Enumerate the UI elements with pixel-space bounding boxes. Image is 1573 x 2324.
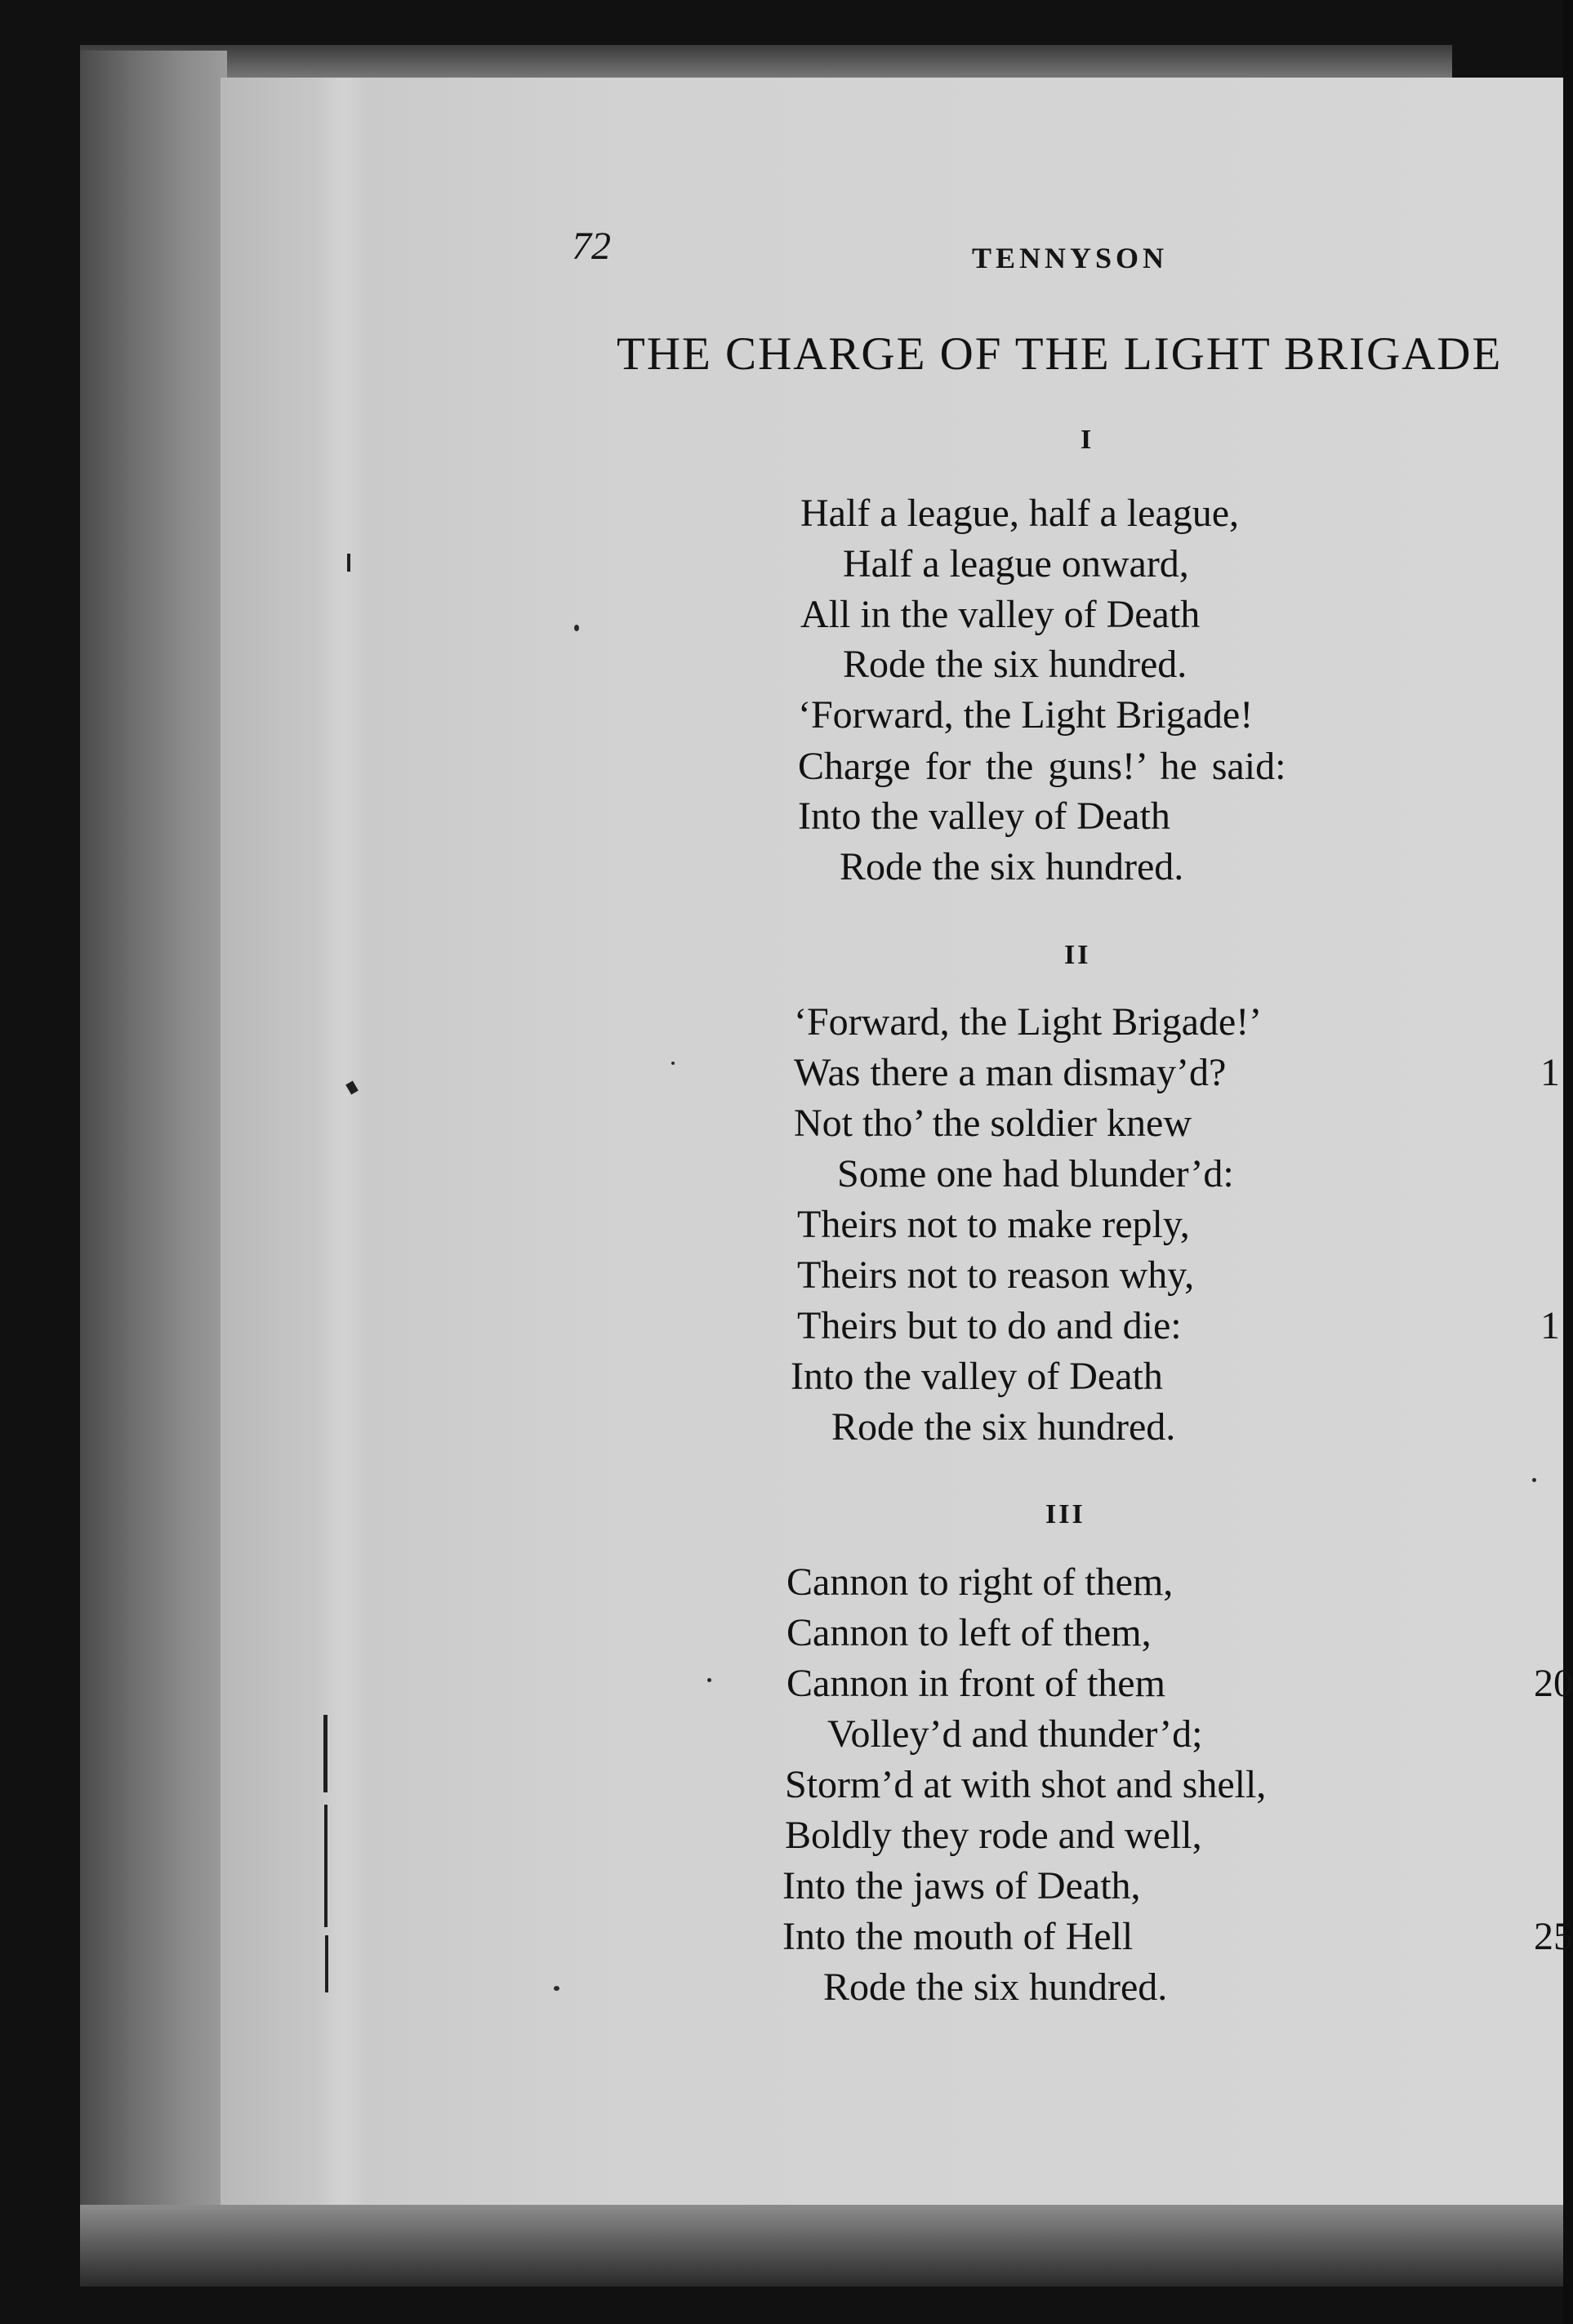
margin-speck [707,1678,711,1682]
margin-speck [574,625,579,631]
poem-line: Theirs not to reason why, [797,1253,1195,1297]
poem-line: Cannon in front of them [786,1662,1165,1705]
poem-line: ‘Forward, the Light Brigade! [798,693,1254,737]
poem-line: ‘Forward, the Light Brigade!’ [794,1000,1263,1044]
stanza-number: I [1081,425,1094,455]
poem-line: Not tho’ the soldier knew [794,1102,1192,1145]
poem-line: Storm’d at with shot and shell, [785,1763,1267,1806]
poem-line: Rode the six hundred. [831,1405,1176,1449]
poem-line: Into the valley of Death [791,1355,1163,1398]
book-left-edge [80,51,227,2255]
poem-line: Cannon to right of them, [786,1560,1174,1604]
line-number: 1 [1540,1051,1560,1094]
poem-line: Into the valley of Death [798,795,1170,838]
running-head-title: TENNYSON [972,242,1169,274]
poem-line: Into the jaws of Death, [782,1864,1141,1908]
poem-line: Rode the six hundred. [823,1966,1168,2009]
poem-line: Boldly they rode and well, [785,1814,1202,1857]
margin-speck [1532,1478,1536,1482]
poem-line: Theirs not to make reply, [797,1203,1190,1246]
margin-rule [324,1805,328,1927]
line-number: 20 [1534,1662,1573,1705]
margin-mark [347,554,350,572]
stanza-number: II [1064,940,1091,970]
poem-line: Theirs but to do and die: [797,1304,1182,1347]
book-bottom-edge [80,2205,1563,2286]
poem-line: Some one had blunder’d: [837,1152,1234,1195]
poem-line: Into the mouth of Hell [782,1915,1134,1958]
margin-speck [554,1986,559,1991]
poem-line: Volley’d and thunder’d; [827,1712,1203,1756]
poem-line: Was there a man dismay’d? [794,1051,1227,1094]
page-number: 72 [572,225,611,268]
poem-title: THE CHARGE OF THE LIGHT BRIGADE [617,328,1503,380]
stanza-number: III [1045,1499,1085,1529]
poem-line: Charge for the guns!’ he said: [798,745,1286,788]
poem-line: Rode the six hundred. [840,845,1184,888]
margin-rule [325,1935,328,1992]
poem-line: Rode the six hundred. [843,643,1188,686]
poem-line: Half a league onward, [843,542,1189,585]
poem-line: Cannon to left of them, [786,1611,1152,1654]
line-number: 25 [1534,1915,1573,1958]
margin-speck [671,1062,675,1065]
margin-rule [323,1715,328,1792]
line-number: 1 [1540,1304,1560,1347]
poem-line: All in the valley of Death [800,593,1201,636]
poem-line: Half a league, half a league, [800,492,1240,535]
